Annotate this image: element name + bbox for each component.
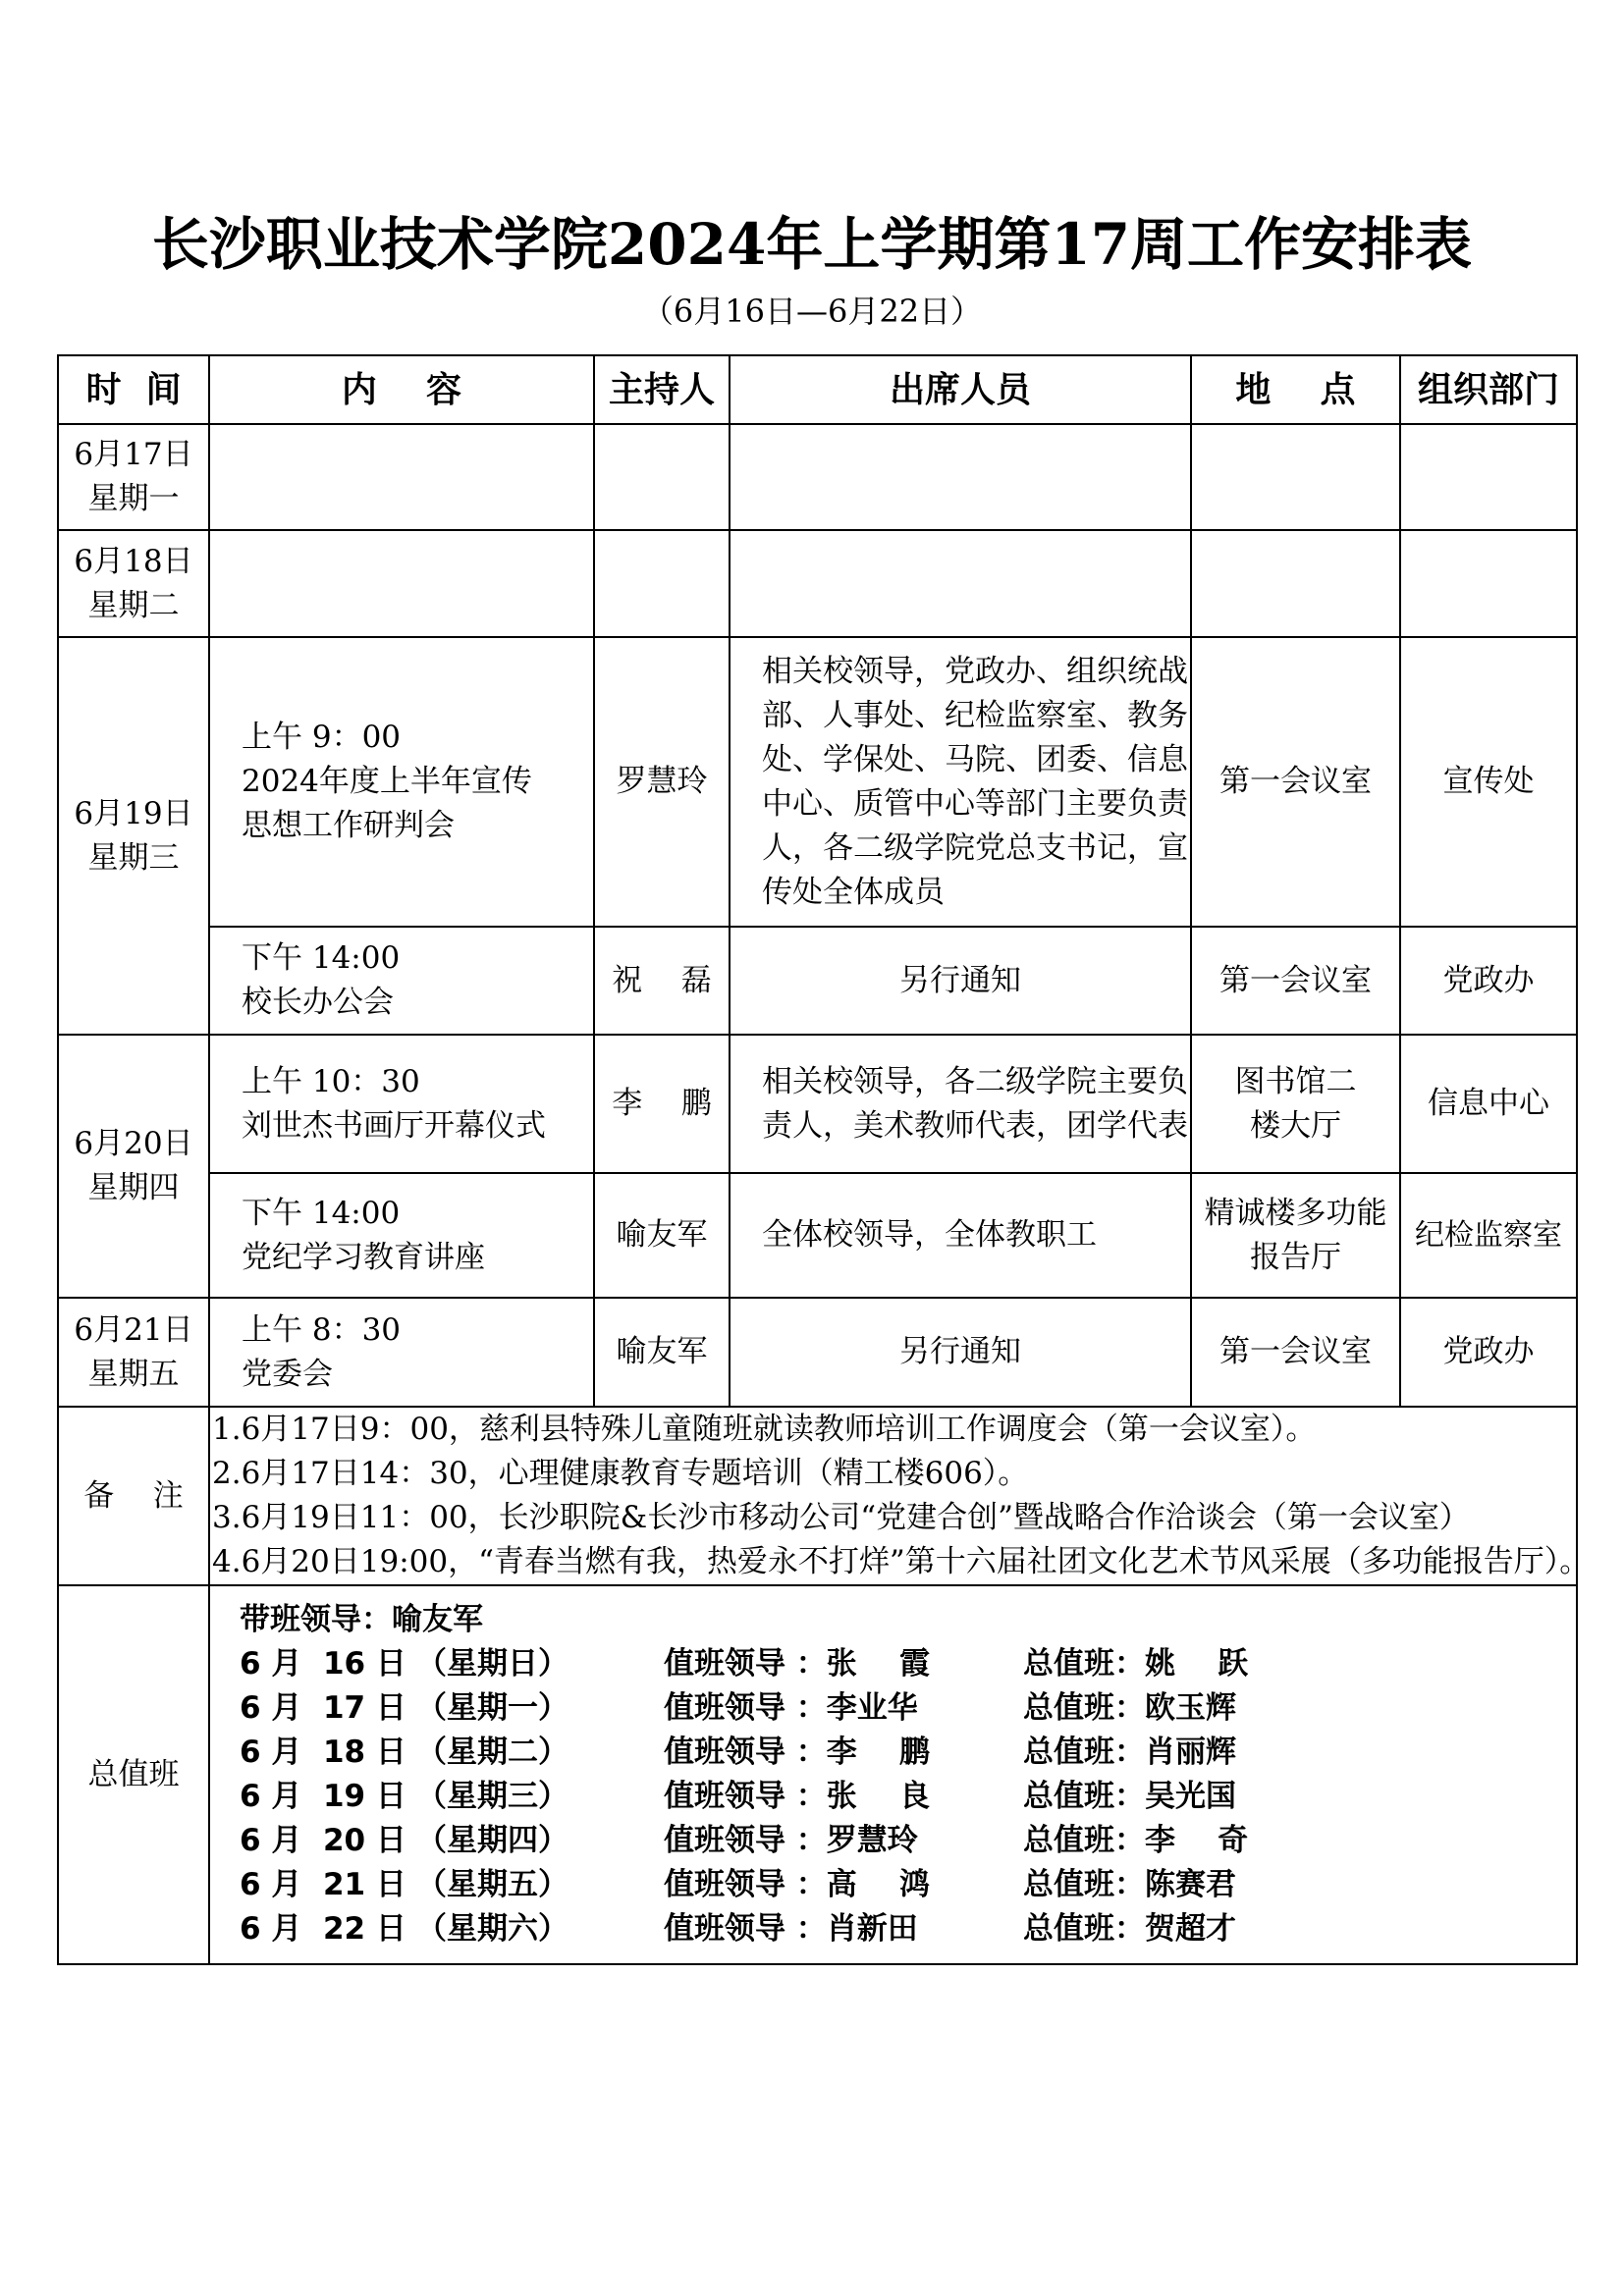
table-row bbox=[58, 1173, 1577, 1298]
note-item: 4.6月20日19:00，“青春当燃有我，热爱永不打烊”第十六届社团文化艺术节风采展（多功能报告厅）。 bbox=[212, 1544, 1591, 1579]
duty-chief-name: 总值班：陈赛君 bbox=[1023, 1867, 1236, 1902]
duty-date: 6 月 20 日 bbox=[240, 1823, 406, 1858]
host-cell: 喻友军 bbox=[594, 1173, 730, 1298]
duty-date: 6 月 18 日 bbox=[240, 1735, 406, 1770]
duty-weekday: （星期一） bbox=[416, 1690, 568, 1726]
date-text: 6月18日 bbox=[74, 543, 193, 579]
content-cell bbox=[209, 1173, 594, 1298]
duty-weekday: （星期五） bbox=[416, 1867, 568, 1902]
department-cell: 纪检监察室 bbox=[1400, 1173, 1577, 1298]
duty-roster-item bbox=[240, 1642, 1576, 1686]
duty-chief-name: 总值班：李 奇 bbox=[1023, 1823, 1249, 1858]
host-cell bbox=[594, 530, 730, 637]
department-cell: 党政办 bbox=[1400, 1298, 1577, 1407]
note-item: 3.6月19日11：00，长沙职院&长沙市移动公司“党建合创”暨战略合作洽谈会（第一会议室） bbox=[212, 1500, 1470, 1535]
note-item: 2.6月17日14：30，心理健康教育专题培训（精工楼606）。 bbox=[212, 1456, 1029, 1491]
date-cell bbox=[58, 424, 209, 530]
duty-date: 6 月 22 日 bbox=[240, 1911, 406, 1947]
duty-roster-cell bbox=[209, 1585, 1577, 1964]
date-text: 6月17日 bbox=[74, 437, 193, 472]
content-cell bbox=[209, 1298, 594, 1407]
duty-date: 6 月 21 日 bbox=[240, 1867, 406, 1902]
date-cell bbox=[58, 1035, 209, 1298]
date-cell bbox=[58, 1298, 209, 1407]
location-cell bbox=[1191, 530, 1400, 637]
header-row bbox=[58, 355, 1577, 424]
location-cell: 精诚楼多功能报告厅 bbox=[1191, 1173, 1400, 1298]
header-time: 时 间 bbox=[58, 355, 209, 424]
schedule-table bbox=[57, 354, 1591, 1965]
content-cell bbox=[209, 637, 594, 927]
duty-roster-item bbox=[240, 1686, 1576, 1731]
duty-date: 6 月 16 日 bbox=[240, 1646, 406, 1682]
table-row bbox=[58, 1035, 1577, 1173]
duty-roster-item bbox=[240, 1863, 1576, 1907]
attendees-cell: 相关校领导，党政办、组织统战部、人事处、纪检监察室、教务处、学保处、马院、团委、信息中心、质管中心等部门主要负责人，各二级学院党总支书记，宣传处全体成员 bbox=[730, 637, 1191, 927]
table-row bbox=[58, 424, 1577, 530]
content-cell bbox=[209, 1035, 594, 1173]
header-attendees: 出席人员 bbox=[730, 355, 1191, 424]
event-time: 上午 8：30 bbox=[242, 1311, 402, 1348]
duty-chief-name: 总值班：欧玉辉 bbox=[1023, 1690, 1236, 1726]
duty-roster-item bbox=[240, 1775, 1576, 1819]
department-cell bbox=[1400, 530, 1577, 637]
attendees-cell: 另行通知 bbox=[730, 1298, 1191, 1407]
date-cell bbox=[58, 637, 209, 1035]
notes-cell bbox=[209, 1407, 1591, 1585]
attendees-cell: 另行通知 bbox=[730, 927, 1191, 1035]
page-title: 长沙职业技术学院2024年上学期第17周工作安排表 bbox=[151, 211, 1473, 278]
header-location: 地 点 bbox=[1191, 355, 1400, 424]
weekday-text: 星期二 bbox=[87, 587, 180, 623]
event-title: 党纪学习教育讲座 bbox=[242, 1239, 485, 1275]
duty-chief-name: 总值班：肖丽辉 bbox=[1023, 1735, 1236, 1770]
duty-date: 6 月 19 日 bbox=[240, 1779, 406, 1814]
date-cell bbox=[58, 530, 209, 637]
duty-weekday: （星期六） bbox=[416, 1911, 568, 1947]
duty-weekday: （星期三） bbox=[416, 1779, 568, 1814]
table-row bbox=[58, 1298, 1577, 1407]
content-cell bbox=[209, 530, 594, 637]
duty-roster-item bbox=[240, 1731, 1576, 1775]
location-cell bbox=[1191, 424, 1400, 530]
host-cell: 李 鹏 bbox=[594, 1035, 730, 1173]
weekday-text: 星期三 bbox=[87, 839, 180, 876]
duty-chief-name: 总值班：姚 跃 bbox=[1023, 1646, 1249, 1682]
location-cell: 第一会议室 bbox=[1191, 1298, 1400, 1407]
event-time: 上午 9：00 bbox=[242, 720, 402, 755]
duty-leader-name: 值班领导 ：李业华 bbox=[664, 1690, 918, 1726]
duty-date: 6 月 17 日 bbox=[240, 1690, 406, 1726]
header-host: 主持人 bbox=[594, 355, 730, 424]
duty-leader-name: 值班领导 ：张 霞 bbox=[664, 1646, 930, 1682]
weekday-text: 星期四 bbox=[87, 1170, 180, 1205]
weekday-text: 星期五 bbox=[87, 1356, 180, 1392]
date-text: 6月20日 bbox=[74, 1126, 193, 1161]
attendees-cell bbox=[730, 530, 1191, 637]
department-cell: 宣传处 bbox=[1400, 637, 1577, 927]
department-cell: 党政办 bbox=[1400, 927, 1577, 1035]
table-row bbox=[58, 530, 1577, 637]
event-title: 2024年度上半年宣传思想工作研判会 bbox=[242, 764, 532, 843]
content-cell bbox=[209, 927, 594, 1035]
notes-label: 备 注 bbox=[58, 1407, 209, 1585]
event-title: 刘世杰书画厅开幕仪式 bbox=[242, 1107, 546, 1144]
notes-row bbox=[58, 1407, 1577, 1585]
event-time: 上午 10：30 bbox=[242, 1063, 420, 1099]
duty-weekday: （星期二） bbox=[416, 1735, 568, 1770]
date-range-subtitle: （6月16日—6月22日） bbox=[641, 293, 983, 330]
host-cell: 祝 磊 bbox=[594, 927, 730, 1035]
date-text: 6月21日 bbox=[74, 1311, 193, 1348]
department-cell bbox=[1400, 424, 1577, 530]
attendees-cell: 相关校领导，各二级学院主要负责人，美术教师代表，团学代表 bbox=[730, 1035, 1191, 1173]
duty-chief-name: 总值班：贺超才 bbox=[1023, 1911, 1236, 1947]
event-time: 下午 14:00 bbox=[242, 940, 401, 976]
location-cell: 第一会议室 bbox=[1191, 637, 1400, 927]
duty-row bbox=[58, 1585, 1577, 1964]
weekday-text: 星期一 bbox=[87, 481, 180, 516]
attendees-cell: 全体校领导，全体教职工 bbox=[730, 1173, 1191, 1298]
host-cell: 喻友军 bbox=[594, 1298, 730, 1407]
header-content: 内 容 bbox=[209, 355, 594, 424]
duty-roster-item bbox=[240, 1907, 1576, 1951]
attendees-cell bbox=[730, 424, 1191, 530]
host-cell bbox=[594, 424, 730, 530]
duty-leader-name: 值班领导 ：肖新田 bbox=[664, 1911, 918, 1947]
duty-leader: 带班领导：喻友军 bbox=[240, 1602, 483, 1637]
duty-leader-name: 值班领导 ：高 鸿 bbox=[664, 1867, 930, 1902]
event-time: 下午 14:00 bbox=[242, 1195, 401, 1231]
duty-weekday: （星期四） bbox=[416, 1823, 568, 1858]
location-cell: 第一会议室 bbox=[1191, 927, 1400, 1035]
department-cell: 信息中心 bbox=[1400, 1035, 1577, 1173]
duty-roster-item bbox=[240, 1819, 1576, 1863]
host-cell: 罗慧玲 bbox=[594, 637, 730, 927]
event-title: 校长办公会 bbox=[242, 985, 394, 1020]
location-cell: 图书馆二楼大厅 bbox=[1191, 1035, 1400, 1173]
duty-chief-name: 总值班：吴光国 bbox=[1023, 1779, 1236, 1814]
duty-label: 总值班 bbox=[58, 1585, 209, 1964]
duty-leader-name: 值班领导 ：张 良 bbox=[664, 1779, 930, 1814]
duty-leader-name: 值班领导 ：罗慧玲 bbox=[664, 1823, 918, 1858]
date-text: 6月19日 bbox=[74, 795, 193, 831]
duty-weekday: （星期日） bbox=[416, 1646, 568, 1682]
content-cell bbox=[209, 424, 594, 530]
note-item: 1.6月17日9：00，慈利县特殊儿童随班就读教师培训工作调度会（第一会议室）。 bbox=[212, 1412, 1317, 1447]
duty-leader-name: 值班领导 ：李 鹏 bbox=[664, 1735, 930, 1770]
header-department: 组织部门 bbox=[1400, 355, 1577, 424]
table-row bbox=[58, 927, 1577, 1035]
table-row bbox=[58, 637, 1577, 927]
event-title: 党委会 bbox=[242, 1356, 333, 1392]
